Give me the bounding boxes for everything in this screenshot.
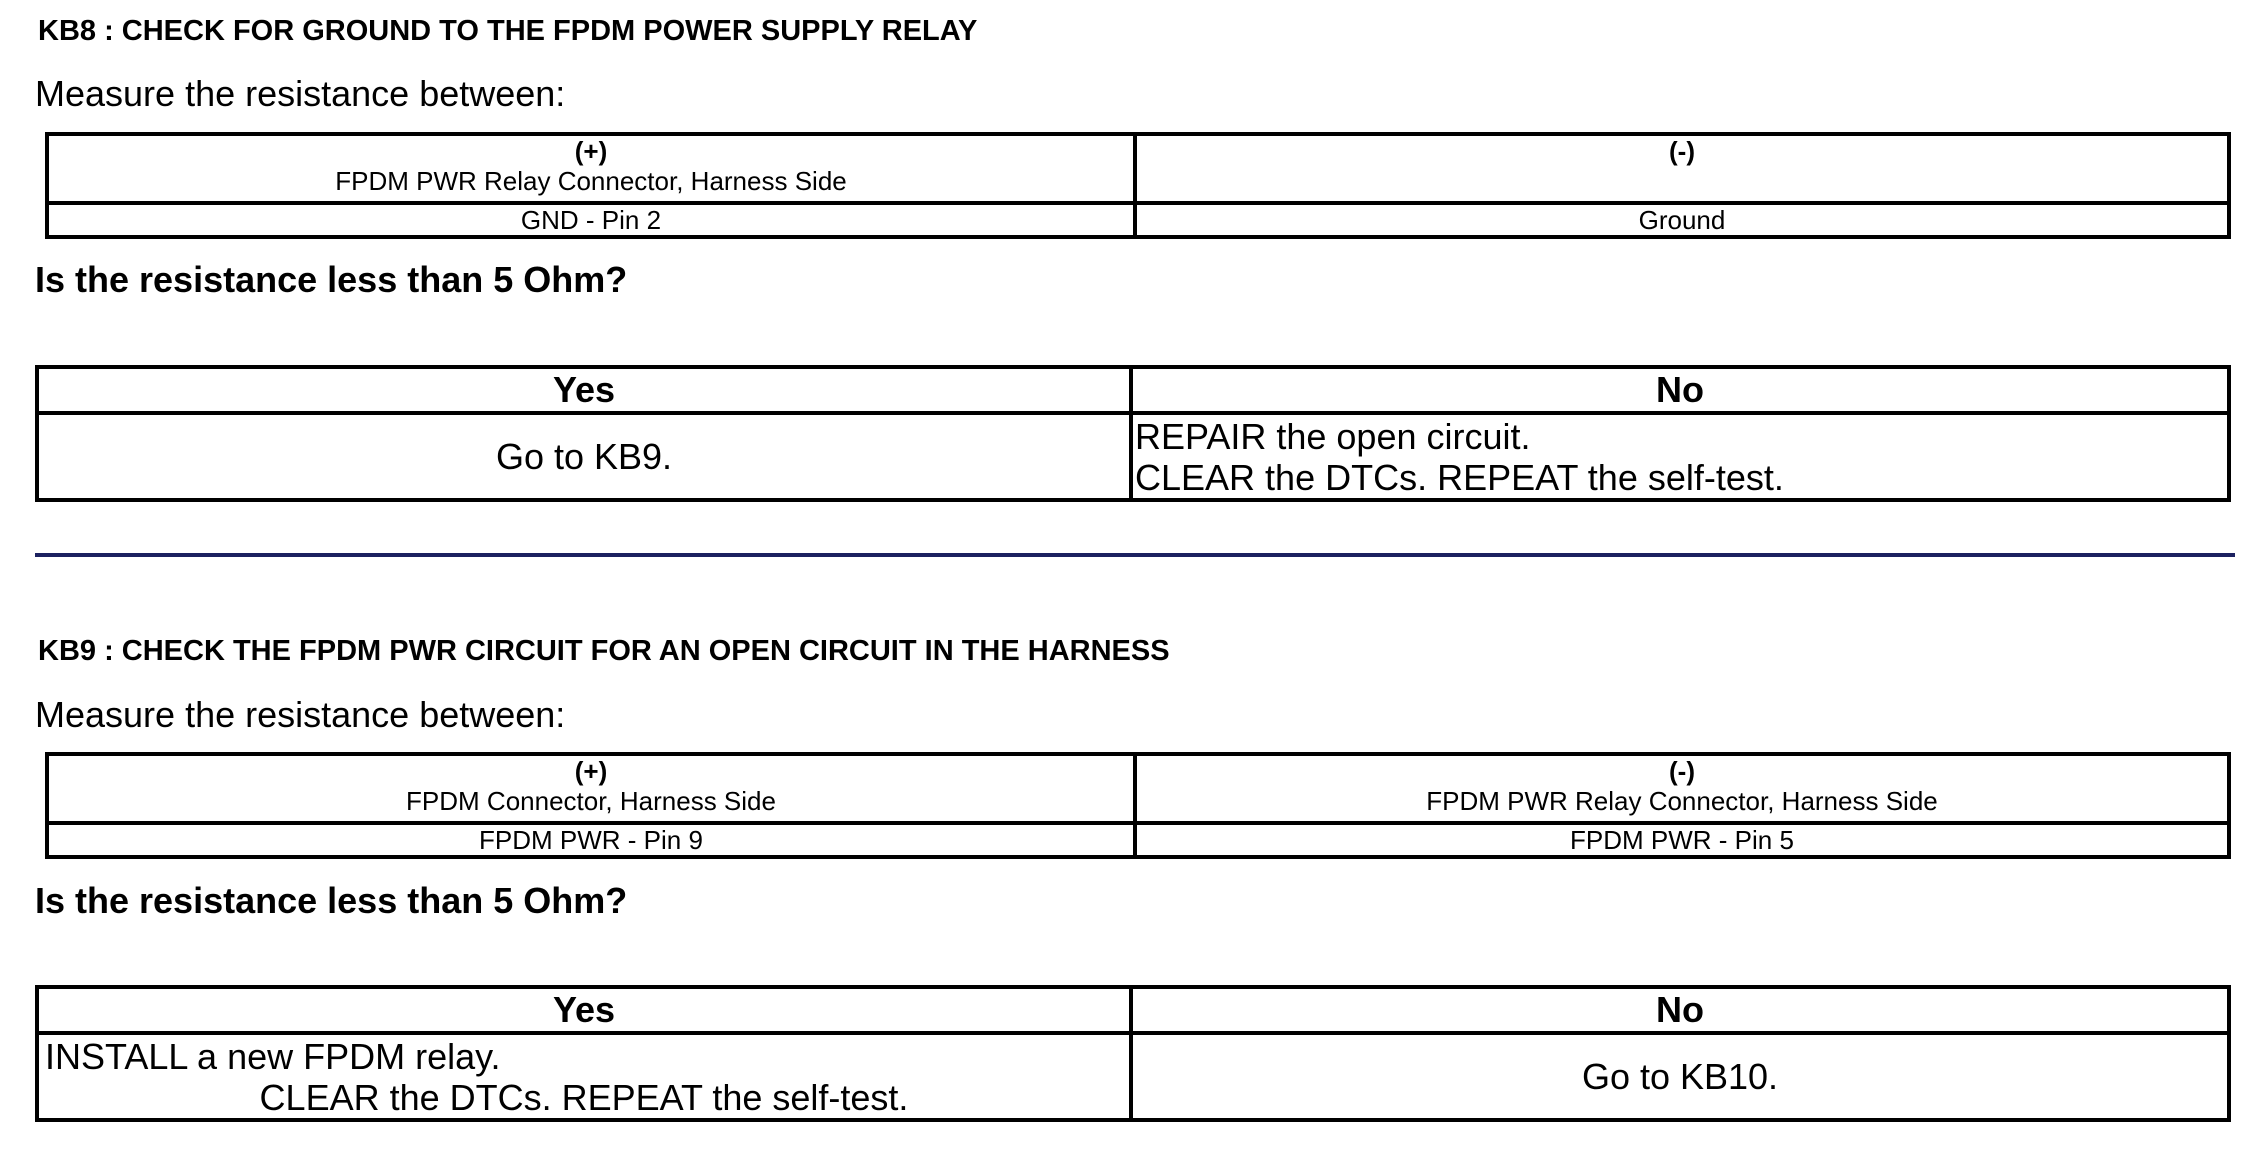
kb8-plus-sign: (+) xyxy=(574,136,608,166)
kb8-result-table xyxy=(35,365,2231,502)
kb9-yes-action-line2: CLEAR the DTCs. REPEAT the self-test. xyxy=(259,1076,909,1118)
section-divider xyxy=(35,553,2235,557)
kb9-measurement-header-row xyxy=(47,754,2229,823)
kb8-measure-label: Measure the resistance between: xyxy=(35,73,566,114)
kb8-no-action-line2: CLEAR the DTCs. REPEAT the self-test. xyxy=(1135,456,1784,498)
kb9-yes-header: Yes xyxy=(37,987,1131,1033)
kb8-measurement-table xyxy=(45,132,2231,239)
kb9-question: Is the resistance less than 5 Ohm? xyxy=(35,880,628,921)
kb9-plus-description: FPDM Connector, Harness Side xyxy=(406,786,776,816)
kb9-no-action: Go to KB10. xyxy=(1131,1033,2229,1120)
kb8-result-action-row xyxy=(37,413,2229,500)
kb9-plus-sign: (+) xyxy=(574,756,608,786)
kb9-measurement-table xyxy=(45,752,2231,859)
kb8-no-action-line1: REPAIR the open circuit. xyxy=(1135,415,1531,457)
kb9-plus-value: FPDM PWR - Pin 9 xyxy=(47,823,1135,857)
kb9-no-header: No xyxy=(1131,987,2229,1033)
kb8-plus-value: GND - Pin 2 xyxy=(47,203,1135,237)
kb9-result-table xyxy=(35,985,2231,1122)
kb9-minus-description: FPDM PWR Relay Connector, Harness Side xyxy=(1426,786,1938,816)
kb9-yes-action-cell xyxy=(37,1033,1131,1120)
kb9-minus-sign: (-) xyxy=(1669,756,1695,786)
kb8-result-header-row xyxy=(37,367,2229,413)
kb8-step-title: KB8 : CHECK FOR GROUND TO THE FPDM POWER SUPPLY RELAY xyxy=(38,15,978,47)
kb9-minus-value: FPDM PWR - Pin 5 xyxy=(1135,823,2229,857)
kb9-plus-header-cell xyxy=(47,754,1135,823)
kb9-measurement-value-row xyxy=(47,823,2229,857)
kb8-yes-header: Yes xyxy=(37,367,1131,413)
kb8-no-header: No xyxy=(1131,367,2229,413)
kb8-minus-value: Ground xyxy=(1135,203,2229,237)
kb9-step-title: KB9 : CHECK THE FPDM PWR CIRCUIT FOR AN OPEN CIRCUIT IN THE HARNESS xyxy=(38,635,1170,667)
kb8-measurement-header-row xyxy=(47,134,2229,203)
kb8-question: Is the resistance less than 5 Ohm? xyxy=(35,259,628,300)
kb9-result-action-row xyxy=(37,1033,2229,1120)
kb8-minus-header-cell xyxy=(1135,134,2229,203)
kb9-measure-label: Measure the resistance between: xyxy=(35,694,566,735)
kb8-measurement-value-row xyxy=(47,203,2229,237)
kb9-yes-action-line1: INSTALL a new FPDM relay. xyxy=(45,1035,501,1077)
kb8-plus-header-cell xyxy=(47,134,1135,203)
kb9-minus-header-cell xyxy=(1135,754,2229,823)
kb8-no-action-cell xyxy=(1131,413,2229,500)
kb8-yes-action: Go to KB9. xyxy=(37,413,1131,500)
kb8-plus-description: FPDM PWR Relay Connector, Harness Side xyxy=(335,166,847,196)
kb8-minus-sign: (-) xyxy=(1669,136,1695,166)
kb9-result-header-row xyxy=(37,987,2229,1033)
